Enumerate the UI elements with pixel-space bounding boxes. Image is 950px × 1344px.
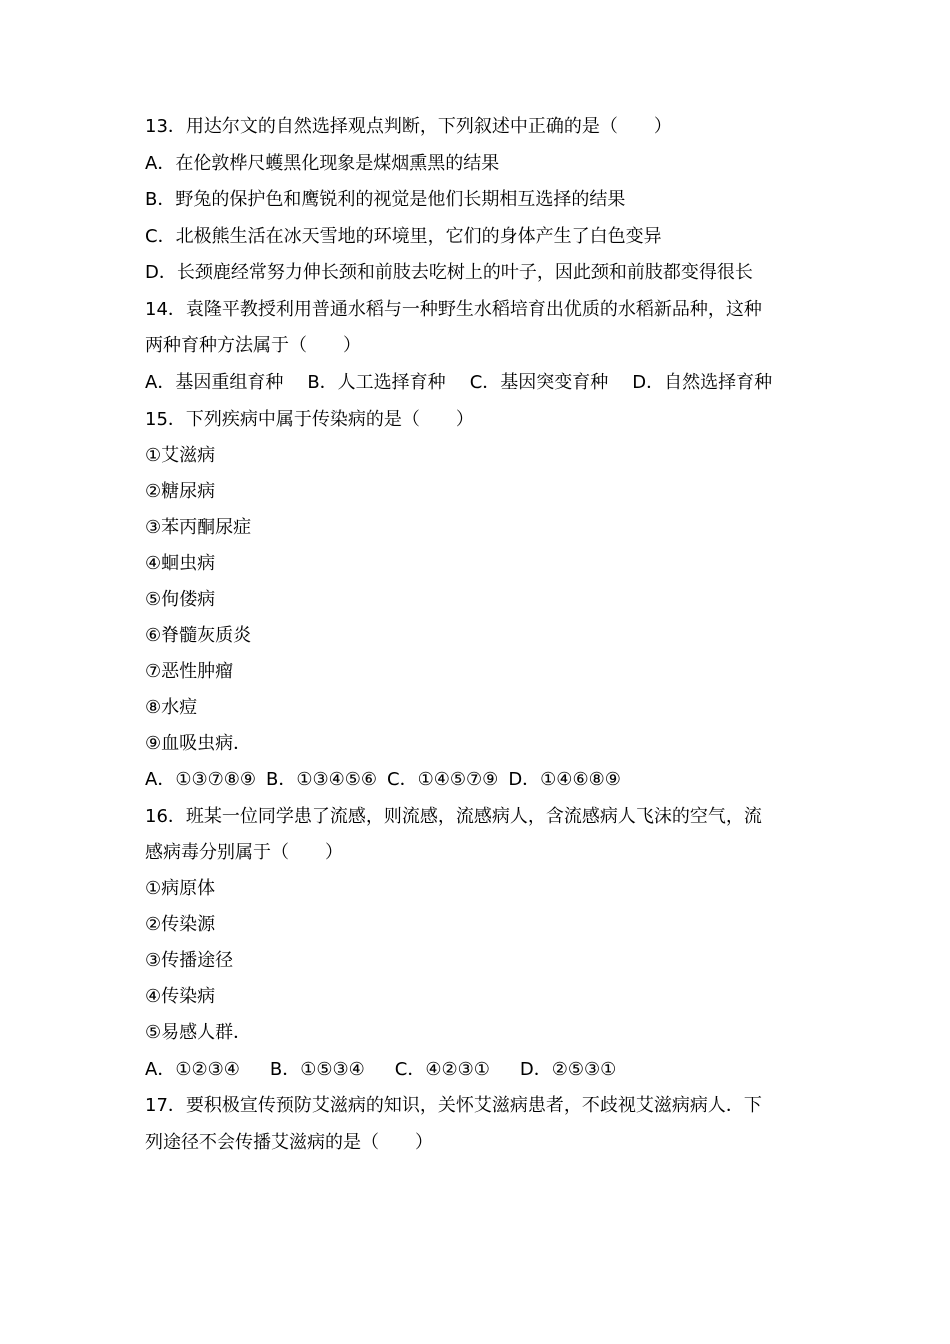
q14-stem-line2: 两种育种方法属于（ ） (145, 335, 361, 356)
q14-options (145, 371, 772, 395)
q16-item: ⑤易感人群． (145, 1022, 252, 1043)
q16-item: ③传播途径 (145, 950, 234, 971)
q14-option-c: C．基因突变育种 (469, 372, 609, 393)
q15-item: ①艾滋病 (145, 445, 216, 466)
q15-option-b: B．①③④⑤⑥ (266, 769, 378, 790)
q16-option-d: D．②⑤③① (519, 1059, 617, 1080)
q17-stem-line2: 列途径不会传播艾滋病的是（ ） (145, 1132, 433, 1153)
q13-option-b: B．野兔的保护色和鹰锐利的视觉是他们长期相互选择的结果 (145, 189, 626, 210)
q16-option-b: B．①⑤③④ (269, 1059, 365, 1080)
q15-option-c: C．①④⑤⑦⑨ (387, 769, 499, 790)
q14-option-b: B．人工选择育种 (307, 372, 446, 393)
q16-stem-line2: 感病毒分别属于（ ） (145, 842, 343, 863)
q15-item: ②糖尿病 (145, 481, 216, 502)
q15-item: ⑨血吸虫病． (145, 733, 252, 754)
q15-item: ⑥脊髓灰质炎 (145, 625, 252, 646)
q15-item: ⑦恶性肿瘤 (145, 661, 234, 682)
q13-option-d: D．长颈鹿经常努力伸长颈和前肢去吃树上的叶子，因此颈和前肢都变得很长 (145, 262, 753, 283)
q16-item: ①病原体 (145, 878, 216, 899)
q16-item: ④传染病 (145, 986, 216, 1007)
q13-option-c: C．北极熊生活在冰天雪地的环境里，它们的身体产生了白色变异 (145, 226, 662, 247)
q16-options (145, 1058, 616, 1082)
q15-option-a: A．①③⑦⑧⑨ (145, 769, 256, 790)
q15-item: ⑧水痘 (145, 697, 198, 718)
q15-options (145, 768, 621, 792)
q15-item: ④蛔虫病 (145, 553, 216, 574)
q13-option-a: A．在伦敦桦尺蠖黑化现象是煤烟熏黑的结果 (145, 153, 500, 174)
q15-stem: 15．下列疾病中属于传染病的是（ ） (145, 409, 474, 430)
q16-item: ②传染源 (145, 914, 216, 935)
q15-option-d: D．①④⑥⑧⑨ (508, 769, 621, 790)
q15-item: ③苯丙酮尿症 (145, 517, 252, 538)
q16-option-a: A．①②③④ (145, 1059, 240, 1080)
q16-stem-line1: 16．班某一位同学患了流感，则流感，流感病人，含流感病人飞沫的空气，流 (145, 806, 762, 827)
q13-stem: 13．用达尔文的自然选择观点判断，下列叙述中正确的是（ ） (145, 116, 672, 137)
q14-option-d: D．自然选择育种 (632, 372, 773, 393)
q16-option-c: C．④②③① (394, 1059, 490, 1080)
q17-stem-line1: 17．要积极宣传预防艾滋病的知识，关怀艾滋病患者，不歧视艾滋病病人．下 (145, 1095, 762, 1116)
q15-item: ⑤佝偻病 (145, 589, 216, 610)
q14-option-a: A．基因重组育种 (145, 372, 284, 393)
q14-stem-line1: 14．袁隆平教授利用普通水稻与一种野生水稻培育出优质的水稻新品种，这种 (145, 299, 762, 320)
